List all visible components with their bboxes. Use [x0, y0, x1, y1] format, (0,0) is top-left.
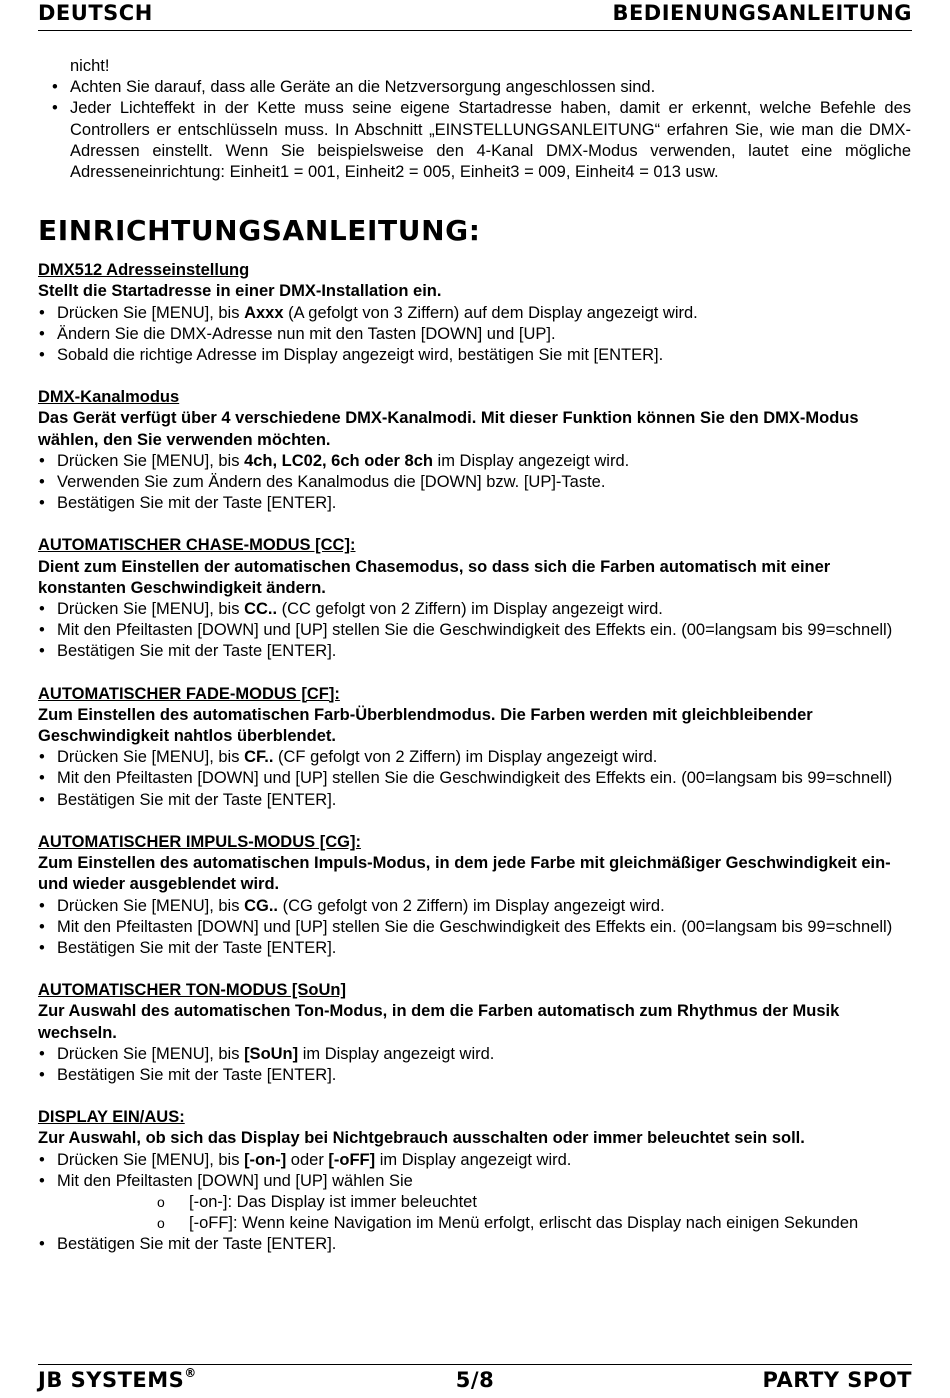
section-title: AUTOMATISCHER TON-MODUS [SoUn] — [38, 981, 346, 1000]
list-item — [38, 1150, 911, 1171]
page-number: 5/8 — [455, 1368, 495, 1392]
display-code: Axxx — [244, 303, 284, 322]
section-description: Das Gerät verfügt über 4 verschiedene DMX-Kanalmodi. Mit dieser Funktion können Sie den DMX-Modus wählen, den Sie verwenden möchten. — [38, 409, 859, 449]
step-text: Bestätigen Sie mit der Taste [ENTER]. — [57, 938, 337, 957]
step-text: Mit den Pfeiltasten [DOWN] und [UP] stellen Sie die Geschwindigkeit des Effekts ein. (00=langsam bis 99=schnell) — [57, 769, 893, 788]
option-item: o [-on-]: Das Display ist immer beleuchtet — [57, 1192, 911, 1213]
header-doc-title: BEDIENUNGSANLEITUNG — [612, 1, 912, 25]
list-item — [38, 1044, 911, 1065]
section-title: DMX-Kanalmodus — [38, 388, 180, 407]
section-2 — [38, 535, 911, 662]
step-list — [38, 599, 911, 663]
step-text: Bestätigen Sie mit der Taste [ENTER]. — [57, 1065, 337, 1084]
section-title: AUTOMATISCHER FADE-MODUS [CF]: — [38, 684, 340, 703]
list-item — [38, 472, 911, 493]
step-list — [38, 896, 911, 960]
section-title: AUTOMATISCHER CHASE-MODUS [CC]: — [38, 536, 356, 555]
intro-block — [38, 56, 911, 183]
option-item: o [-oFF]: Wenn keine Navigation im Menü erfolgt, erlischt das Display nach einigen Sekunden — [57, 1213, 911, 1234]
step-text: Mit den Pfeiltasten [DOWN] und [UP] stellen Sie die Geschwindigkeit des Effekts ein. (00=langsam bis 99=schnell) — [57, 621, 893, 640]
intro-list — [38, 77, 911, 183]
step-text: im Display angezeigt wird. — [375, 1150, 572, 1169]
step-text: Drücken Sie [MENU], bis — [57, 600, 245, 619]
display-code: 4ch, LC02, 6ch oder 8ch — [244, 451, 433, 470]
section-title: DISPLAY EIN/AUS: — [38, 1108, 185, 1127]
main-heading: EINRICHTUNGSANLEITUNG: — [38, 214, 481, 248]
step-text: (CF gefolgt von 2 Ziffern) im Display angezeigt wird. — [273, 748, 658, 767]
list-item — [38, 938, 911, 959]
section-description: Stellt die Startadresse in einer DMX-Installation ein. — [38, 282, 442, 301]
step-text: Mit den Pfeiltasten [DOWN] und [UP] stellen Sie die Geschwindigkeit des Effekts ein. (00=langsam bis 99=schnell) — [57, 917, 893, 936]
intro-continuation: nicht! — [70, 57, 110, 75]
step-text: Drücken Sie [MENU], bis — [57, 1044, 245, 1063]
step-text: Bestätigen Sie mit der Taste [ENTER]. — [57, 790, 337, 809]
list-item — [38, 896, 911, 917]
list-item — [38, 1171, 911, 1235]
list-item — [38, 599, 911, 620]
step-text: Ändern Sie die DMX-Adresse nun mit den Tasten [DOWN] und [UP]. — [57, 324, 556, 343]
brand-name: JB SYSTEMS — [38, 1368, 185, 1392]
list-item — [38, 917, 911, 938]
list-item — [38, 641, 911, 662]
section-description: Zum Einstellen des automatischen Impuls-Modus, in dem jede Farbe mit gleichmäßiger Geschwindigkeit ein- und wieder ausgeblendet wird. — [38, 854, 891, 894]
step-text: Mit den Pfeiltasten [DOWN] und [UP] wählen Sie — [57, 1171, 413, 1190]
step-list — [38, 1044, 911, 1086]
step-text: Drücken Sie [MENU], bis — [57, 1150, 245, 1169]
page-header — [38, 0, 912, 31]
list-item: • Jeder Lichteffekt in der Kette muss seine eigene Startadresse haben, damit er erkennt, welche Befehle des Controllers er entschlüsseln muss. In Abschnitt „EINSTELLUNGSANLEITUNG“ erfahren Sie, wie man die DMX-Adressen einstellt. Wenn Sie beispielsweise den 4-Kanal DMX-Modus verwenden, lautet eine mögliche Adresseneinrichtung: Einheit1 = 001, Einheit2 = 005, Einheit3 = 009, Einheit4 = 013 usw. — [38, 98, 911, 183]
list-item — [38, 451, 911, 472]
step-text: im Display angezeigt wird. — [298, 1044, 495, 1063]
section-1 — [38, 387, 911, 514]
display-code: CG.. — [244, 896, 278, 915]
step-text: Bestätigen Sie mit der Taste [ENTER]. — [57, 494, 337, 513]
step-list — [38, 747, 911, 811]
section-description: Zum Einstellen des automatischen Farb-Überblendmodus. Die Farben werden mit gleichbleibender Geschwindigkeit nahtlos überblendet. — [38, 705, 813, 746]
step-text: Sobald die richtige Adresse im Display angezeigt wird, bestätigen Sie mit [ENTER]. — [57, 346, 664, 365]
list-item — [38, 747, 911, 768]
step-text: (A gefolgt von 3 Ziffern) auf dem Display angezeigt wird. — [283, 303, 698, 322]
display-code: CF.. — [244, 748, 274, 767]
step-text: oder — [286, 1150, 329, 1169]
display-code: [SoUn] — [244, 1044, 299, 1063]
list-item — [38, 345, 911, 366]
registered-mark: ® — [184, 1366, 197, 1380]
header-language: DEUTSCH — [38, 1, 153, 25]
page-footer — [38, 1364, 912, 1398]
list-item — [38, 620, 911, 641]
step-list — [38, 303, 911, 367]
section-description: Zur Auswahl, ob sich das Display bei Nichtgebrauch ausschalten oder immer beleuchtet sein soll. — [38, 1129, 805, 1148]
section-description: Dient zum Einstellen der automatischen Chasemodus, so dass sich die Farben automatisch mit einer konstanten Geschwindigkeit ändern. — [38, 557, 831, 597]
list-item — [38, 1065, 911, 1086]
step-list — [38, 1150, 911, 1256]
section-5 — [38, 980, 911, 1086]
list-item — [38, 493, 911, 514]
list-item — [38, 324, 911, 345]
section-description: Zur Auswahl des automatischen Ton-Modus, in dem die Farben automatisch zum Rhythmus der Musik wechseln. — [38, 1002, 840, 1042]
step-text: (CG gefolgt von 2 Ziffern) im Display angezeigt wird. — [277, 896, 665, 915]
step-text: Drücken Sie [MENU], bis — [57, 451, 245, 470]
step-text: im Display angezeigt wird. — [432, 451, 630, 470]
step-text: Drücken Sie [MENU], bis — [57, 896, 245, 915]
page-content — [38, 56, 911, 1277]
section-title: AUTOMATISCHER IMPULS-MODUS [CG]: — [38, 832, 361, 851]
step-text: Verwenden Sie zum Ändern des Kanalmodus die [DOWN] bzw. [UP]-Taste. — [57, 473, 606, 492]
step-text: Bestätigen Sie mit der Taste [ENTER]. — [57, 642, 337, 661]
display-code: [-on-] — [244, 1150, 287, 1169]
display-code: [-oFF] — [328, 1150, 376, 1169]
section-0 — [38, 260, 911, 366]
footer-product: PARTY SPOT — [762, 1368, 912, 1392]
step-list — [38, 451, 911, 515]
step-text: Drücken Sie [MENU], bis — [57, 748, 245, 767]
list-item: • Achten Sie darauf, dass alle Geräte an die Netzversorgung angeschlossen sind. — [38, 77, 911, 98]
option-list — [57, 1192, 911, 1234]
list-item — [38, 303, 911, 324]
section-display — [38, 1107, 911, 1255]
section-title: DMX512 Adresseinstellung — [38, 261, 250, 280]
list-item: • Bestätigen Sie mit der Taste [ENTER]. — [38, 1234, 911, 1255]
step-text: (CC gefolgt von 2 Ziffern) im Display angezeigt wird. — [277, 600, 663, 619]
section-4 — [38, 832, 911, 959]
list-item — [38, 790, 911, 811]
list-item — [38, 768, 911, 789]
step-text: Drücken Sie [MENU], bis — [57, 303, 245, 322]
settings-sections — [38, 260, 911, 1086]
section-3 — [38, 684, 911, 811]
display-code: CC.. — [244, 600, 278, 619]
